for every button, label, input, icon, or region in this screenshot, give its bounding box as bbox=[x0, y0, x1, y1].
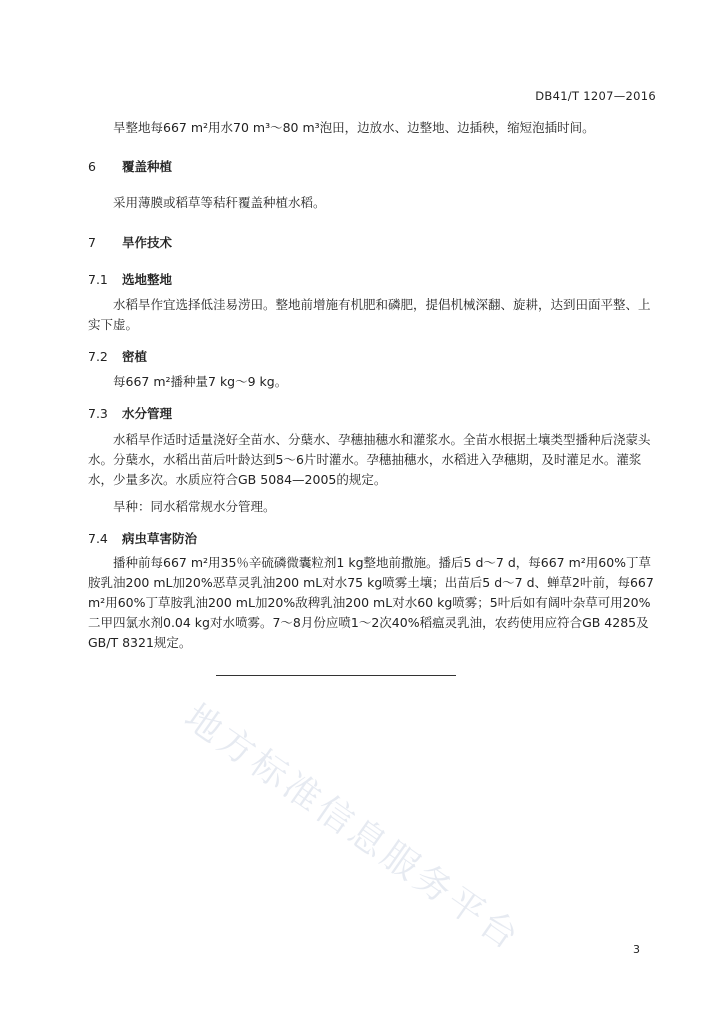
section-title: 病虫草害防治 bbox=[122, 531, 198, 546]
section-7-4-heading bbox=[88, 529, 197, 547]
page-number: 3 bbox=[633, 943, 640, 956]
section-title: 选地整地 bbox=[122, 272, 173, 287]
section-7-1-paragraph: 水稻旱作宜选择低洼易涝田。整地前增施有机肥和磷肥，提倡机械深翻、旋耕，达到田面平整、上实下虚。 bbox=[88, 297, 651, 332]
section-number: 7.2 bbox=[88, 349, 108, 364]
section-number: 7 bbox=[88, 235, 96, 250]
section-7-2-paragraph: 每667 m²播种量7 kg～9 kg。 bbox=[113, 374, 288, 389]
section-title: 覆盖种植 bbox=[122, 159, 173, 174]
section-7-1-heading bbox=[88, 270, 172, 288]
section-title: 密植 bbox=[122, 349, 148, 364]
document-id-header: DB41/T 1207—2016 bbox=[535, 89, 656, 103]
intro-paragraph: 旱整地每667 m²用水70 m³～80 m³泡田，边放水、边整地、边插秧，缩短泡插时间。 bbox=[113, 120, 595, 135]
section-number: 7.4 bbox=[88, 531, 108, 546]
section-title: 水分管理 bbox=[122, 406, 173, 421]
section-6-paragraph: 采用薄膜或稻草等秸秆覆盖种植水稻。 bbox=[113, 195, 326, 210]
watermark: 地方标准信息服务平台 bbox=[176, 696, 529, 960]
section-7-4-paragraph: 播种前每667 m²用35％辛硫磷微囊粒剂1 kg整地前撒施。播后5 d～7 d，每667 m²用60%丁草胺乳油200 mL加20%恶草灵乳油200 mL对水75 kg喷雾土壤；出苗后5 d～7 d、蝉草2叶前，每667 m²用60%丁草胺乳油200 mL加20%敌稗乳油200 mL对水60 kg喷雾；5叶后如有阔叶杂草可用20%二甲四氯水剂0.04 kg对水喷雾。7～8月份应喷1～2次40%稻瘟灵乳油，农药使用应符合GB 4285及GB/T 8321规定。 bbox=[88, 555, 654, 650]
section-7-heading bbox=[88, 233, 172, 251]
section-7-3-paragraph-2: 旱种：同水稻常规水分管理。 bbox=[113, 499, 276, 514]
section-title: 旱作技术 bbox=[122, 235, 173, 250]
section-7-2-heading bbox=[88, 347, 147, 365]
section-6-heading bbox=[88, 157, 172, 175]
section-number: 7.1 bbox=[88, 272, 108, 287]
end-rule-divider bbox=[216, 675, 456, 676]
section-7-3-paragraph: 水稻旱作适时适量浇好全苗水、分蘖水、孕穗抽穗水和灌浆水。全苗水根据土壤类型播种后浇蒙头水。分蘖水，水稻出苗后叶龄达到5～6片时灌水。孕穗抽穗水，水稻进入孕穗期，及时灌足水。灌浆水，少量多次。水质应符合GB 5084—2005的规定。 bbox=[88, 432, 651, 487]
section-number: 6 bbox=[88, 159, 96, 174]
section-7-3-heading bbox=[88, 404, 172, 422]
section-number: 7.3 bbox=[88, 406, 108, 421]
